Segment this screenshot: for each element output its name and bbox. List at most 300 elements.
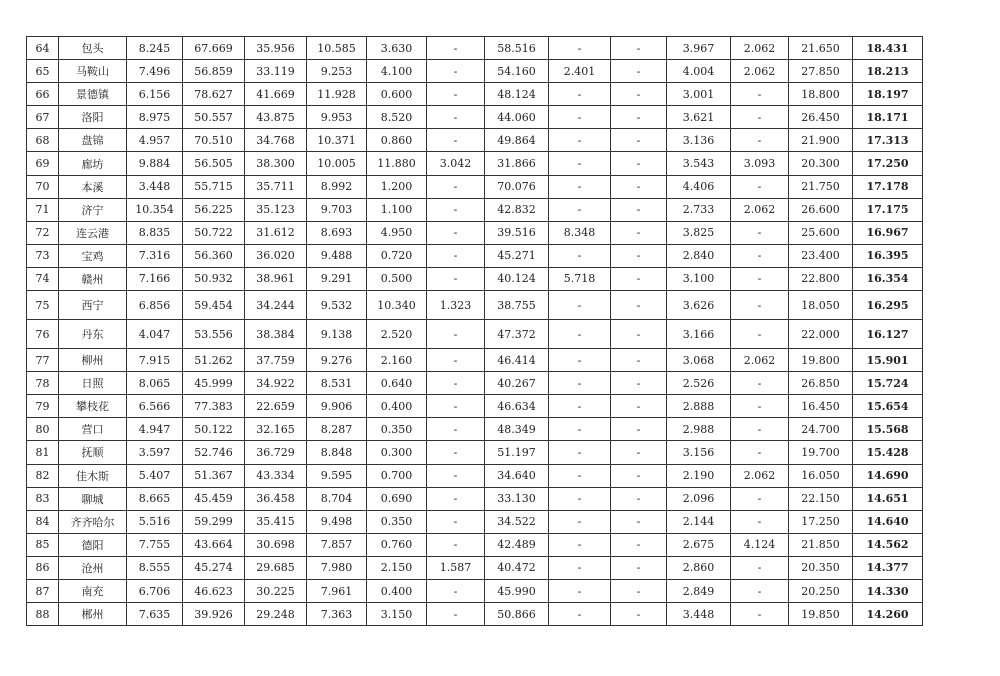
score-cell: 17.178 <box>853 175 923 198</box>
col-7-cell: 2.150 <box>367 556 427 579</box>
col-9-cell: 31.866 <box>485 152 549 175</box>
score-cell: 18.431 <box>853 37 923 60</box>
col-14-cell: 19.800 <box>789 349 853 372</box>
col-13-cell: - <box>731 83 789 106</box>
col-7-cell: 11.880 <box>367 152 427 175</box>
col-14-cell: 21.850 <box>789 533 853 556</box>
table-row <box>27 395 923 418</box>
col-6-cell: 8.531 <box>307 372 367 395</box>
col-11-cell: - <box>611 418 667 441</box>
col-8-cell: - <box>427 579 485 602</box>
col-5-cell: 34.922 <box>245 372 307 395</box>
rank-cell: 77 <box>27 349 59 372</box>
col-6-cell: 9.595 <box>307 464 367 487</box>
rank-cell: 74 <box>27 267 59 290</box>
col-4-cell: 52.746 <box>183 441 245 464</box>
city-cell: 赣州 <box>59 267 127 290</box>
table-row <box>27 603 923 626</box>
col-8-cell: - <box>427 603 485 626</box>
col-14-cell: 18.050 <box>789 291 853 320</box>
col-5-cell: 38.961 <box>245 267 307 290</box>
city-cell: 抚顺 <box>59 441 127 464</box>
col-8-cell: - <box>427 372 485 395</box>
col-10-cell: - <box>549 603 611 626</box>
col-6-cell: 10.005 <box>307 152 367 175</box>
city-cell: 营口 <box>59 418 127 441</box>
col-5-cell: 33.119 <box>245 60 307 83</box>
col-9-cell: 48.349 <box>485 418 549 441</box>
col-8-cell: - <box>427 510 485 533</box>
rank-cell: 72 <box>27 221 59 244</box>
rank-cell: 65 <box>27 60 59 83</box>
score-cell: 16.395 <box>853 244 923 267</box>
col-8-cell: 3.042 <box>427 152 485 175</box>
col-3-cell: 7.496 <box>127 60 183 83</box>
col-12-cell: 2.733 <box>667 198 731 221</box>
col-11-cell: - <box>611 556 667 579</box>
col-3-cell: 6.856 <box>127 291 183 320</box>
col-13-cell: - <box>731 418 789 441</box>
col-10-cell: - <box>549 320 611 349</box>
col-14-cell: 20.300 <box>789 152 853 175</box>
col-7-cell: 3.150 <box>367 603 427 626</box>
col-10-cell: - <box>549 83 611 106</box>
col-10-cell: - <box>549 441 611 464</box>
col-14-cell: 21.900 <box>789 129 853 152</box>
col-10-cell: - <box>549 510 611 533</box>
col-8-cell: - <box>427 441 485 464</box>
col-13-cell: 4.124 <box>731 533 789 556</box>
col-13-cell: 3.093 <box>731 152 789 175</box>
table-row <box>27 106 923 129</box>
col-4-cell: 50.932 <box>183 267 245 290</box>
table-row <box>27 349 923 372</box>
col-5-cell: 38.300 <box>245 152 307 175</box>
col-10-cell: - <box>549 129 611 152</box>
col-11-cell: - <box>611 152 667 175</box>
table-row <box>27 83 923 106</box>
table-row <box>27 221 923 244</box>
col-12-cell: 3.621 <box>667 106 731 129</box>
rank-cell: 73 <box>27 244 59 267</box>
col-14-cell: 27.850 <box>789 60 853 83</box>
city-cell: 洛阳 <box>59 106 127 129</box>
col-12-cell: 3.136 <box>667 129 731 152</box>
col-6-cell: 7.363 <box>307 603 367 626</box>
col-9-cell: 54.160 <box>485 60 549 83</box>
city-cell: 齐齐哈尔 <box>59 510 127 533</box>
col-10-cell: - <box>549 349 611 372</box>
col-11-cell: - <box>611 175 667 198</box>
rank-cell: 71 <box>27 198 59 221</box>
col-3-cell: 7.635 <box>127 603 183 626</box>
col-3-cell: 8.665 <box>127 487 183 510</box>
rank-cell: 85 <box>27 533 59 556</box>
score-cell: 14.260 <box>853 603 923 626</box>
col-11-cell: - <box>611 510 667 533</box>
table-row <box>27 60 923 83</box>
col-6-cell: 9.953 <box>307 106 367 129</box>
col-7-cell: 4.950 <box>367 221 427 244</box>
col-9-cell: 70.076 <box>485 175 549 198</box>
rank-cell: 84 <box>27 510 59 533</box>
col-12-cell: 3.156 <box>667 441 731 464</box>
score-cell: 14.330 <box>853 579 923 602</box>
col-10-cell: - <box>549 198 611 221</box>
col-10-cell: - <box>549 395 611 418</box>
col-11-cell: - <box>611 83 667 106</box>
col-11-cell: - <box>611 129 667 152</box>
col-12-cell: 3.100 <box>667 267 731 290</box>
col-5-cell: 31.612 <box>245 221 307 244</box>
col-7-cell: 8.520 <box>367 106 427 129</box>
col-5-cell: 30.698 <box>245 533 307 556</box>
col-4-cell: 53.556 <box>183 320 245 349</box>
col-12-cell: 2.190 <box>667 464 731 487</box>
col-3-cell: 4.047 <box>127 320 183 349</box>
col-6-cell: 9.488 <box>307 244 367 267</box>
col-9-cell: 50.866 <box>485 603 549 626</box>
col-4-cell: 59.454 <box>183 291 245 320</box>
col-11-cell: - <box>611 349 667 372</box>
city-cell: 马鞍山 <box>59 60 127 83</box>
col-5-cell: 32.165 <box>245 418 307 441</box>
col-10-cell: 2.401 <box>549 60 611 83</box>
col-7-cell: 0.700 <box>367 464 427 487</box>
score-cell: 15.428 <box>853 441 923 464</box>
col-5-cell: 29.685 <box>245 556 307 579</box>
col-6-cell: 10.371 <box>307 129 367 152</box>
col-4-cell: 56.505 <box>183 152 245 175</box>
table-row <box>27 533 923 556</box>
col-8-cell: - <box>427 60 485 83</box>
col-5-cell: 36.729 <box>245 441 307 464</box>
col-4-cell: 51.262 <box>183 349 245 372</box>
col-13-cell: - <box>731 556 789 579</box>
col-9-cell: 46.414 <box>485 349 549 372</box>
col-3-cell: 4.947 <box>127 418 183 441</box>
col-13-cell: - <box>731 267 789 290</box>
city-cell: 丹东 <box>59 320 127 349</box>
score-cell: 17.313 <box>853 129 923 152</box>
table-row <box>27 244 923 267</box>
city-cell: 郴州 <box>59 603 127 626</box>
col-5-cell: 43.334 <box>245 464 307 487</box>
col-14-cell: 18.800 <box>789 83 853 106</box>
table-body <box>27 37 923 626</box>
col-4-cell: 70.510 <box>183 129 245 152</box>
col-7-cell: 1.100 <box>367 198 427 221</box>
col-13-cell: - <box>731 395 789 418</box>
col-5-cell: 43.875 <box>245 106 307 129</box>
col-8-cell: - <box>427 221 485 244</box>
col-9-cell: 42.489 <box>485 533 549 556</box>
score-cell: 15.901 <box>853 349 923 372</box>
col-14-cell: 26.850 <box>789 372 853 395</box>
col-3-cell: 9.884 <box>127 152 183 175</box>
col-5-cell: 29.248 <box>245 603 307 626</box>
city-cell: 攀枝花 <box>59 395 127 418</box>
table-row <box>27 129 923 152</box>
score-cell: 14.377 <box>853 556 923 579</box>
col-11-cell: - <box>611 533 667 556</box>
col-5-cell: 34.244 <box>245 291 307 320</box>
col-12-cell: 3.001 <box>667 83 731 106</box>
score-cell: 14.651 <box>853 487 923 510</box>
col-8-cell: - <box>427 198 485 221</box>
col-8-cell: - <box>427 395 485 418</box>
col-9-cell: 34.640 <box>485 464 549 487</box>
rank-cell: 87 <box>27 579 59 602</box>
score-cell: 18.171 <box>853 106 923 129</box>
col-10-cell: 8.348 <box>549 221 611 244</box>
score-cell: 15.568 <box>853 418 923 441</box>
col-9-cell: 38.755 <box>485 291 549 320</box>
col-6-cell: 9.253 <box>307 60 367 83</box>
col-10-cell: - <box>549 418 611 441</box>
col-4-cell: 45.274 <box>183 556 245 579</box>
col-11-cell: - <box>611 441 667 464</box>
table-row <box>27 152 923 175</box>
col-4-cell: 77.383 <box>183 395 245 418</box>
col-4-cell: 56.859 <box>183 60 245 83</box>
score-cell: 16.967 <box>853 221 923 244</box>
col-11-cell: - <box>611 579 667 602</box>
col-13-cell: - <box>731 603 789 626</box>
col-13-cell: 2.062 <box>731 37 789 60</box>
col-13-cell: - <box>731 291 789 320</box>
col-12-cell: 2.526 <box>667 372 731 395</box>
col-11-cell: - <box>611 37 667 60</box>
col-14-cell: 26.600 <box>789 198 853 221</box>
col-14-cell: 16.050 <box>789 464 853 487</box>
rank-cell: 81 <box>27 441 59 464</box>
col-8-cell: - <box>427 487 485 510</box>
col-9-cell: 58.516 <box>485 37 549 60</box>
col-3-cell: 3.597 <box>127 441 183 464</box>
rank-cell: 78 <box>27 372 59 395</box>
col-4-cell: 46.623 <box>183 579 245 602</box>
table-row <box>27 320 923 349</box>
col-3-cell: 6.706 <box>127 579 183 602</box>
col-6-cell: 9.138 <box>307 320 367 349</box>
col-6-cell: 8.704 <box>307 487 367 510</box>
city-cell: 连云港 <box>59 221 127 244</box>
col-13-cell: 2.062 <box>731 349 789 372</box>
col-10-cell: - <box>549 372 611 395</box>
table-row <box>27 441 923 464</box>
col-3-cell: 6.566 <box>127 395 183 418</box>
col-8-cell: - <box>427 129 485 152</box>
col-4-cell: 50.557 <box>183 106 245 129</box>
col-7-cell: 0.640 <box>367 372 427 395</box>
col-9-cell: 42.832 <box>485 198 549 221</box>
col-13-cell: 2.062 <box>731 198 789 221</box>
col-12-cell: 2.840 <box>667 244 731 267</box>
col-6-cell: 8.992 <box>307 175 367 198</box>
col-4-cell: 45.999 <box>183 372 245 395</box>
city-cell: 佳木斯 <box>59 464 127 487</box>
col-9-cell: 33.130 <box>485 487 549 510</box>
col-3-cell: 7.166 <box>127 267 183 290</box>
col-8-cell: - <box>427 533 485 556</box>
col-12-cell: 2.860 <box>667 556 731 579</box>
col-11-cell: - <box>611 291 667 320</box>
col-12-cell: 3.626 <box>667 291 731 320</box>
col-6-cell: 7.980 <box>307 556 367 579</box>
table-row <box>27 267 923 290</box>
col-4-cell: 45.459 <box>183 487 245 510</box>
col-11-cell: - <box>611 603 667 626</box>
col-5-cell: 37.759 <box>245 349 307 372</box>
col-7-cell: 0.690 <box>367 487 427 510</box>
city-cell: 日照 <box>59 372 127 395</box>
col-10-cell: - <box>549 487 611 510</box>
rank-cell: 76 <box>27 320 59 349</box>
col-14-cell: 22.150 <box>789 487 853 510</box>
col-6-cell: 8.693 <box>307 221 367 244</box>
table-row <box>27 198 923 221</box>
col-4-cell: 67.669 <box>183 37 245 60</box>
rank-cell: 86 <box>27 556 59 579</box>
col-13-cell: - <box>731 320 789 349</box>
col-9-cell: 48.124 <box>485 83 549 106</box>
col-12-cell: 2.849 <box>667 579 731 602</box>
col-4-cell: 56.360 <box>183 244 245 267</box>
col-12-cell: 3.825 <box>667 221 731 244</box>
col-8-cell: - <box>427 175 485 198</box>
col-3-cell: 5.516 <box>127 510 183 533</box>
col-14-cell: 26.450 <box>789 106 853 129</box>
col-12-cell: 3.448 <box>667 603 731 626</box>
col-10-cell: - <box>549 244 611 267</box>
score-cell: 17.175 <box>853 198 923 221</box>
col-7-cell: 0.860 <box>367 129 427 152</box>
col-5-cell: 35.415 <box>245 510 307 533</box>
city-cell: 济宁 <box>59 198 127 221</box>
col-6-cell: 10.585 <box>307 37 367 60</box>
col-14-cell: 25.600 <box>789 221 853 244</box>
col-3-cell: 5.407 <box>127 464 183 487</box>
col-13-cell: - <box>731 579 789 602</box>
col-4-cell: 39.926 <box>183 603 245 626</box>
score-cell: 17.250 <box>853 152 923 175</box>
col-8-cell: - <box>427 349 485 372</box>
col-3-cell: 4.957 <box>127 129 183 152</box>
col-5-cell: 36.458 <box>245 487 307 510</box>
col-8-cell: - <box>427 244 485 267</box>
city-cell: 德阳 <box>59 533 127 556</box>
score-cell: 16.295 <box>853 291 923 320</box>
col-14-cell: 17.250 <box>789 510 853 533</box>
rank-cell: 83 <box>27 487 59 510</box>
col-10-cell: - <box>549 556 611 579</box>
score-cell: 18.213 <box>853 60 923 83</box>
table-row <box>27 556 923 579</box>
col-10-cell: - <box>549 533 611 556</box>
col-7-cell: 0.400 <box>367 579 427 602</box>
col-14-cell: 22.800 <box>789 267 853 290</box>
rank-cell: 80 <box>27 418 59 441</box>
city-cell: 聊城 <box>59 487 127 510</box>
col-10-cell: - <box>549 291 611 320</box>
col-9-cell: 45.271 <box>485 244 549 267</box>
col-3-cell: 7.316 <box>127 244 183 267</box>
col-3-cell: 6.156 <box>127 83 183 106</box>
col-14-cell: 21.750 <box>789 175 853 198</box>
col-6-cell: 9.906 <box>307 395 367 418</box>
table-row <box>27 175 923 198</box>
col-12-cell: 3.068 <box>667 349 731 372</box>
col-7-cell: 0.760 <box>367 533 427 556</box>
col-12-cell: 2.988 <box>667 418 731 441</box>
col-8-cell: - <box>427 37 485 60</box>
city-cell: 沧州 <box>59 556 127 579</box>
col-12-cell: 2.096 <box>667 487 731 510</box>
rank-cell: 82 <box>27 464 59 487</box>
col-14-cell: 16.450 <box>789 395 853 418</box>
col-5-cell: 38.384 <box>245 320 307 349</box>
col-6-cell: 7.857 <box>307 533 367 556</box>
col-13-cell: - <box>731 487 789 510</box>
col-9-cell: 51.197 <box>485 441 549 464</box>
col-13-cell: - <box>731 129 789 152</box>
col-9-cell: 40.472 <box>485 556 549 579</box>
col-14-cell: 21.650 <box>789 37 853 60</box>
col-11-cell: - <box>611 106 667 129</box>
col-4-cell: 78.627 <box>183 83 245 106</box>
col-8-cell: 1.323 <box>427 291 485 320</box>
city-cell: 柳州 <box>59 349 127 372</box>
score-cell: 18.197 <box>853 83 923 106</box>
rank-cell: 88 <box>27 603 59 626</box>
table-row <box>27 464 923 487</box>
col-7-cell: 3.630 <box>367 37 427 60</box>
col-14-cell: 19.850 <box>789 603 853 626</box>
col-12-cell: 3.166 <box>667 320 731 349</box>
score-cell: 16.127 <box>853 320 923 349</box>
col-5-cell: 35.123 <box>245 198 307 221</box>
col-8-cell: - <box>427 83 485 106</box>
col-5-cell: 35.956 <box>245 37 307 60</box>
table-row <box>27 579 923 602</box>
col-4-cell: 51.367 <box>183 464 245 487</box>
col-10-cell: - <box>549 152 611 175</box>
col-13-cell: 2.062 <box>731 60 789 83</box>
col-9-cell: 40.124 <box>485 267 549 290</box>
col-11-cell: - <box>611 244 667 267</box>
col-11-cell: - <box>611 320 667 349</box>
col-14-cell: 24.700 <box>789 418 853 441</box>
col-12-cell: 2.144 <box>667 510 731 533</box>
table-row <box>27 291 923 320</box>
rank-cell: 64 <box>27 37 59 60</box>
data-table <box>26 36 923 626</box>
col-13-cell: - <box>731 175 789 198</box>
col-12-cell: 2.675 <box>667 533 731 556</box>
col-3-cell: 3.448 <box>127 175 183 198</box>
col-14-cell: 23.400 <box>789 244 853 267</box>
rank-cell: 69 <box>27 152 59 175</box>
col-3-cell: 7.755 <box>127 533 183 556</box>
col-10-cell: - <box>549 464 611 487</box>
col-6-cell: 8.848 <box>307 441 367 464</box>
col-12-cell: 4.406 <box>667 175 731 198</box>
col-6-cell: 7.961 <box>307 579 367 602</box>
col-7-cell: 1.200 <box>367 175 427 198</box>
city-cell: 宝鸡 <box>59 244 127 267</box>
col-8-cell: - <box>427 320 485 349</box>
